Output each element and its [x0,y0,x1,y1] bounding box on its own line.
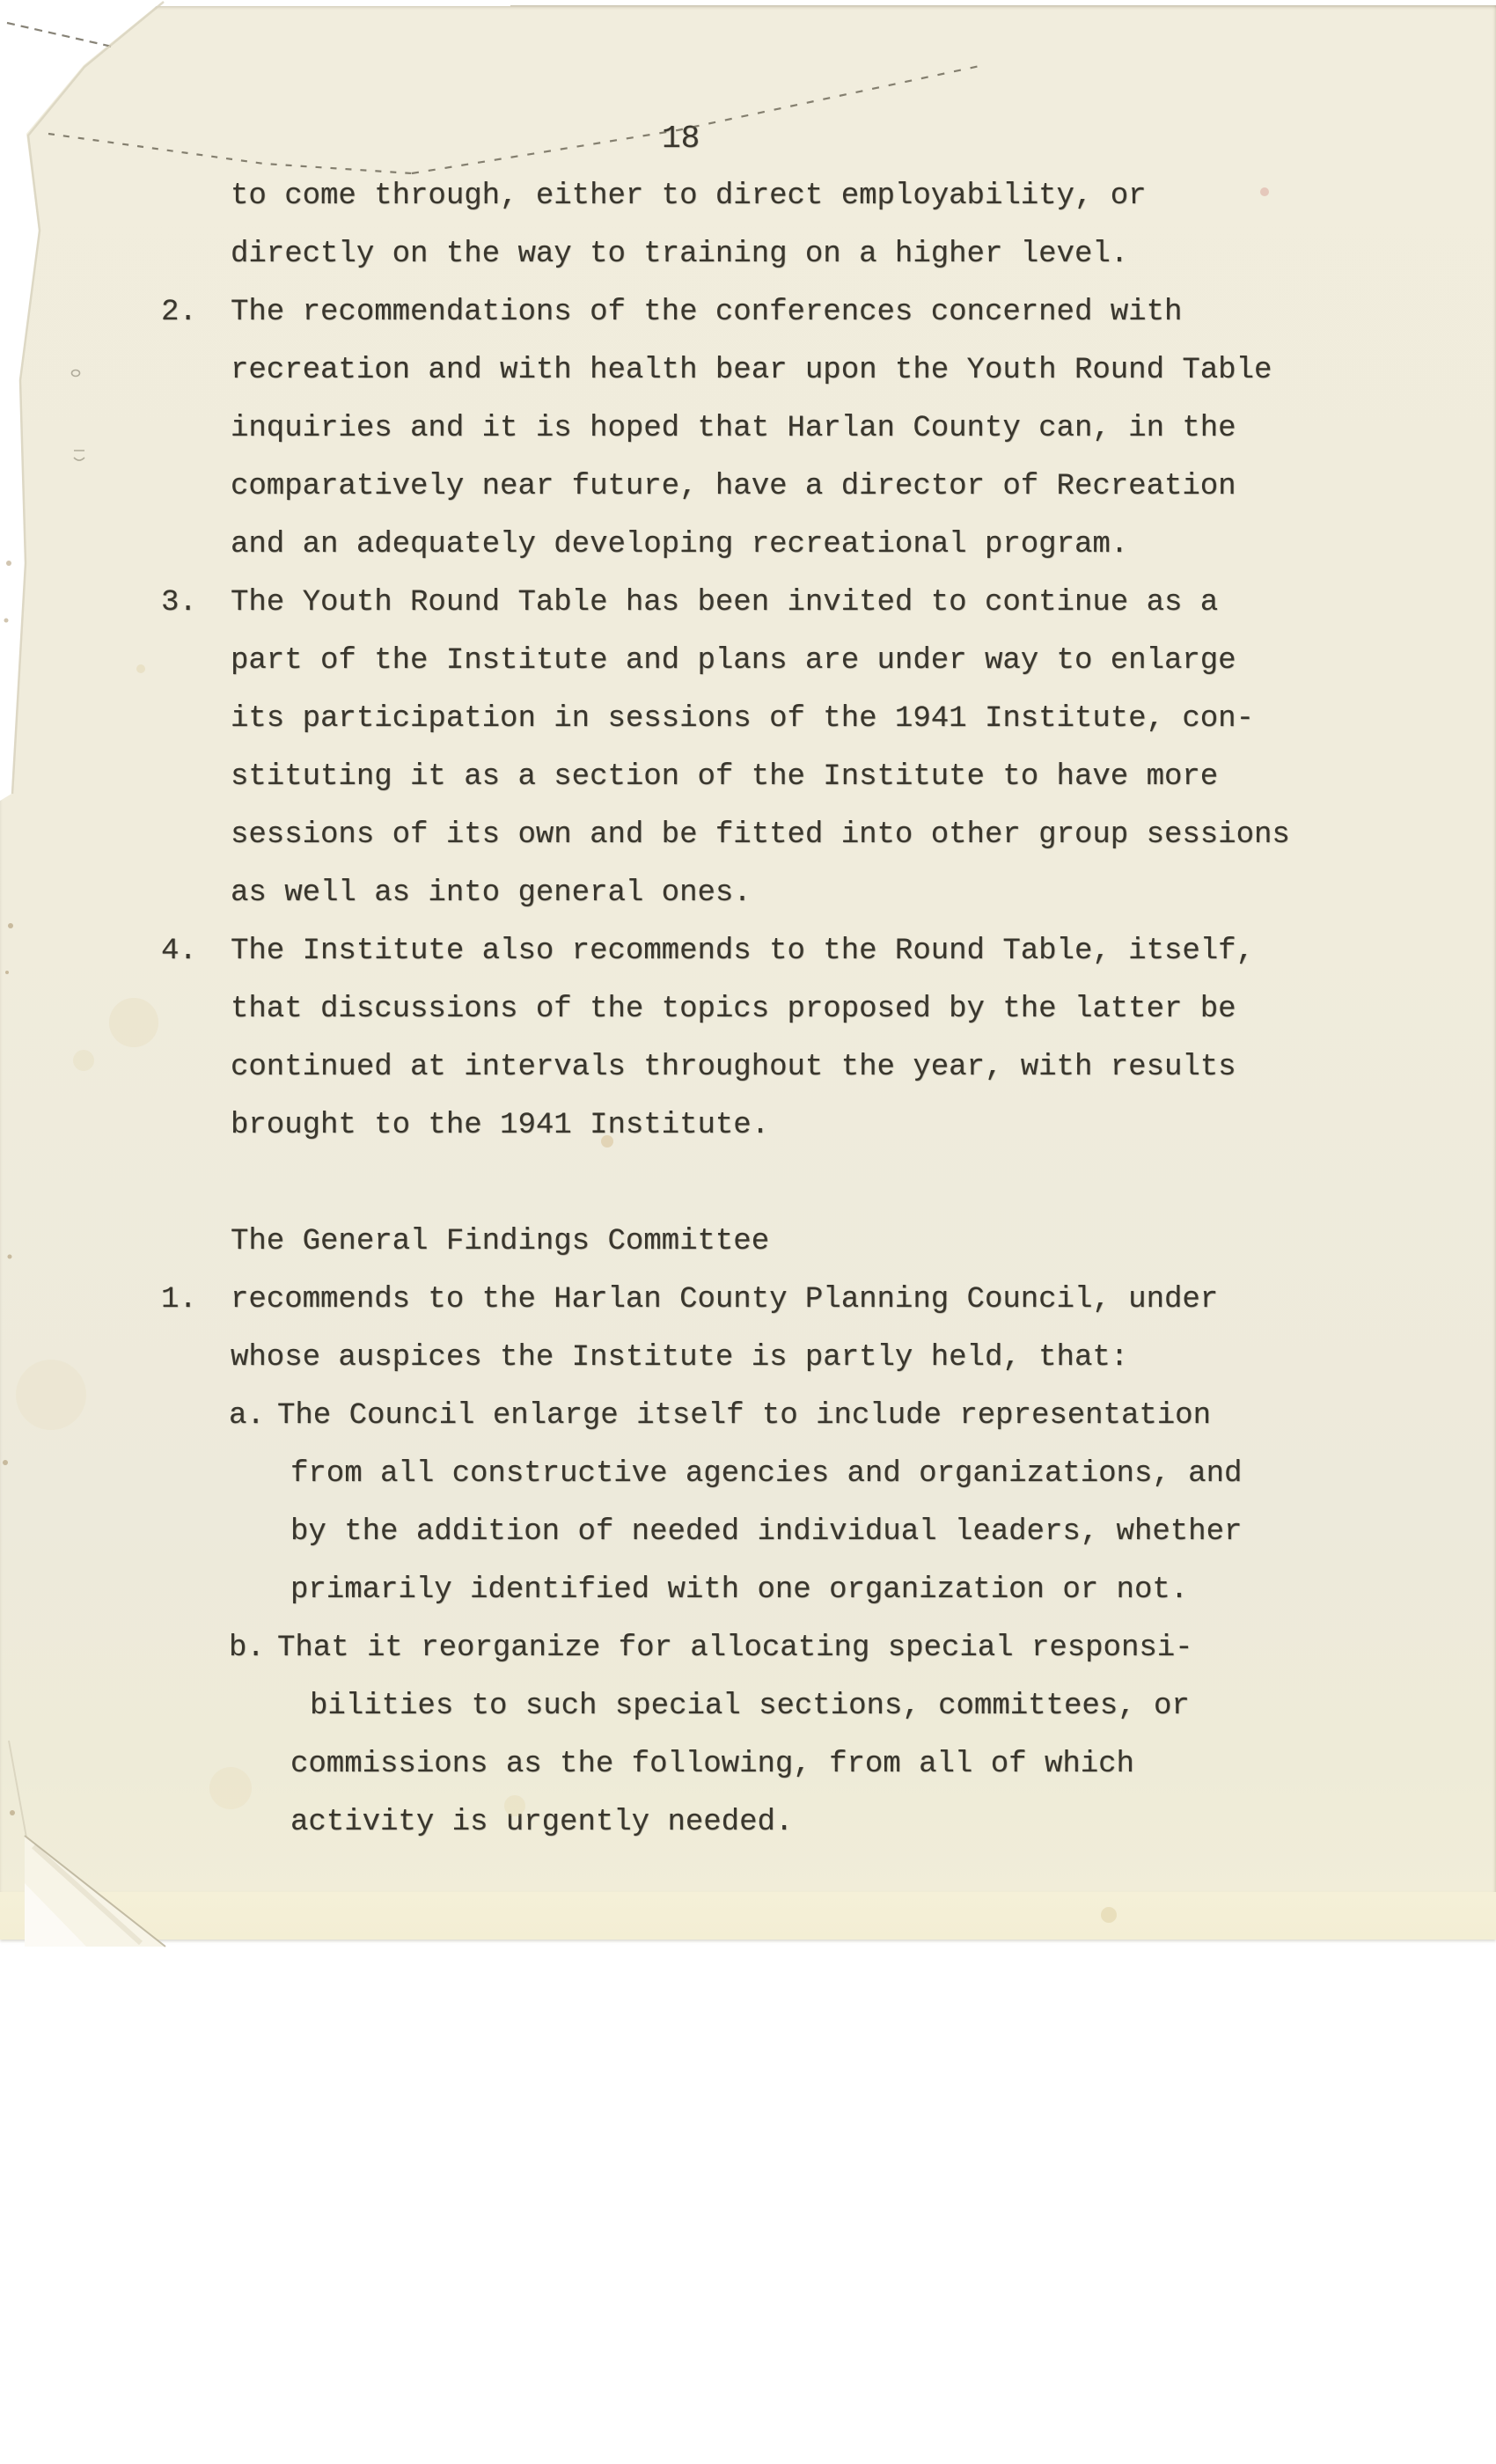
text-line [0,400,1496,458]
line-text: directly on the way to training on a higher level. [231,238,1129,271]
text-line [0,1677,1496,1735]
line-text: primarily identified with one organization or not. [290,1573,1189,1607]
list-marker: 2. [161,296,197,329]
text-line [0,1329,1496,1387]
text-line [0,980,1496,1038]
list-marker: 3. [161,586,197,620]
text-line [0,1793,1496,1852]
line-text: brought to the 1941 Institute. [231,1109,770,1142]
line-text: recreation and with health bear upon the Youth Round Table [231,354,1272,387]
line-text: That it reorganize for allocating special responsi- [277,1632,1193,1665]
line-text: The Institute also recommends to the Round Table, itself, [231,935,1254,968]
text-line [0,632,1496,690]
line-text: sessions of its own and be fitted into other group sessions [231,818,1290,852]
text-line [0,1561,1496,1619]
line-text: recommends to the Harlan County Planning Council, under [231,1283,1219,1316]
line-text: commissions as the following, from all of which [290,1748,1134,1781]
line-text: part of the Institute and plans are under way to enlarge [231,644,1236,678]
text-line [0,1271,1496,1329]
text-line [0,1445,1496,1503]
text-line [0,864,1496,922]
text-line [0,1096,1496,1155]
text-line [0,574,1496,632]
text-line [0,690,1496,748]
line-text: activity is urgently needed. [290,1806,794,1839]
line-text: The Youth Round Table has been invited to continue as a [231,586,1219,620]
text-line [0,922,1496,980]
text-line [0,748,1496,806]
text-line [0,341,1496,400]
line-text: stituting it as a section of the Institute to have more [231,760,1219,794]
text-lines [0,167,1496,1852]
line-text: and an adequately developing recreational program. [231,528,1129,561]
under-sheet-edge [0,1892,1496,1940]
list-marker: a. [229,1399,265,1433]
line-text: The recommendations of the conferences concerned with [231,296,1183,329]
line-text: from all constructive agencies and organizations, and [290,1457,1243,1491]
text-line [0,225,1496,283]
text-line [0,1038,1496,1096]
text-line [0,1503,1496,1561]
text-line [0,806,1496,864]
line-text: continued at intervals throughout the year, with results [231,1051,1236,1084]
text-line [0,1155,1496,1213]
list-marker: 1. [161,1283,197,1316]
text-line [0,516,1496,574]
line-text: inquiries and it is hoped that Harlan County can, in the [231,412,1236,445]
line-text: to come through, either to direct employability, or [231,180,1147,213]
text-line [0,1619,1496,1677]
text-line [0,283,1496,341]
page-top-edge-gap [132,0,510,6]
line-text: as well as into general ones. [231,876,752,910]
line-text: its participation in sessions of the 1941 Institute, con- [231,702,1254,736]
line-text: that discussions of the topics proposed by the latter be [231,993,1236,1026]
line-text: whose auspices the Institute is partly held, that: [231,1341,1129,1375]
line-text: by the addition of needed individual leaders, whether [290,1515,1243,1549]
page-number: 18 [662,121,700,157]
line-text: comparatively near future, have a director of Recreation [231,470,1236,503]
list-marker: b. [229,1632,265,1665]
text-line [0,1735,1496,1793]
list-marker: 4. [161,935,197,968]
line-text: The General Findings Committee [231,1225,770,1258]
text-line [0,458,1496,516]
text-line [0,1387,1496,1445]
text-line [0,1213,1496,1271]
line-text: bilities to such special sections, committees, or [310,1690,1190,1723]
line-text: The Council enlarge itself to include representation [277,1399,1211,1433]
text-line [0,167,1496,225]
